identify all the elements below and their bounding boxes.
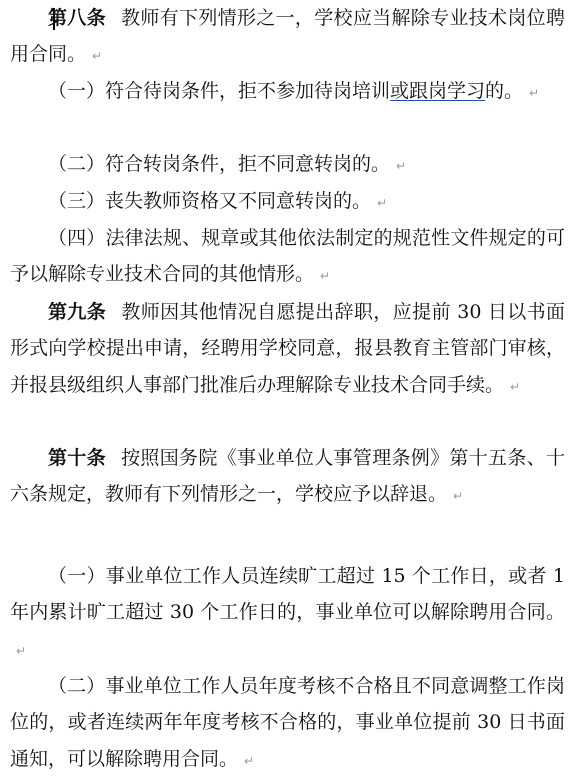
item-1-text-start: （一）符合待岗条件，拒不参加待岗培训: [48, 80, 391, 102]
article-10-item-2: [10, 668, 565, 779]
paragraph-mark-icon: ↵: [529, 86, 540, 100]
article-8-item-3: [10, 183, 565, 221]
article-8-paragraph: [10, 0, 565, 75]
paragraph-mark-icon: ↵: [453, 489, 464, 504]
article-9-heading: 第九条: [48, 301, 107, 323]
article-8-item-2: [10, 146, 565, 184]
item-1-text-end: 的。: [485, 80, 524, 102]
paragraph-mark-icon: ↵: [510, 379, 521, 394]
article-10-item-1: [10, 558, 565, 669]
article-8-item-4: [10, 220, 565, 295]
paragraph-mark-icon: ↵: [320, 269, 331, 284]
article-9-paragraph: [10, 294, 565, 405]
paragraph-mark-icon: ↵: [92, 49, 103, 64]
article-10-item-2-text: （二）事业单位工作人员年度考核不合格且不同意调整工作岗位的，或者连续两年年度考核不合格的，事业单位提前 30 日书面通知，可以解除聘用合同。: [10, 675, 565, 770]
article-10-heading: 第十条: [48, 447, 106, 469]
paragraph-mark-icon: ↵: [244, 753, 255, 768]
paragraph-mark-icon: ↵: [377, 196, 388, 210]
paragraph-mark-icon: ↵: [396, 159, 407, 173]
article-10-text: 按照国务院《事业单位人事管理条例》第十五条、十六条规定，教师有下列情形之一，学校应予以辞退。: [10, 447, 565, 506]
item-4-text: （四）法律法规、规章或其他依法制定的规范性文件规定的可予以解除专业技术合同的其他情形。: [10, 227, 565, 286]
paragraph-mark-icon: ↵: [16, 643, 27, 658]
article-9-text: 教师因其他情况自愿提出辞职，应提前 30 日以书面形式向学校提出申请，经聘用学校同意，报县教育主管部门审核，并报县级组织人事部门批准后办理解除专业技术合同手续。: [10, 301, 565, 396]
article-8-item-1: [10, 73, 565, 111]
article-10-paragraph: [10, 440, 565, 515]
article-8-text: 教师有下列情形之一，学校应当解除专业技术岗位聘用合同。: [10, 7, 565, 66]
article-8-heading: 第八条: [48, 7, 106, 29]
item-3-text: （三）丧失教师资格又不同意转岗的。: [48, 190, 372, 212]
article-10-item-1-text: （一）事业单位工作人员连续旷工超过 15 个工作日，或者 1 年内累计旷工超过 30 个工作日的，事业单位可以解除聘用合同。: [10, 565, 565, 624]
item-1-underlined-text: 或跟岗学习: [390, 80, 486, 102]
item-2-text: （二）符合转岗条件，拒不同意转岗的。: [48, 153, 391, 175]
